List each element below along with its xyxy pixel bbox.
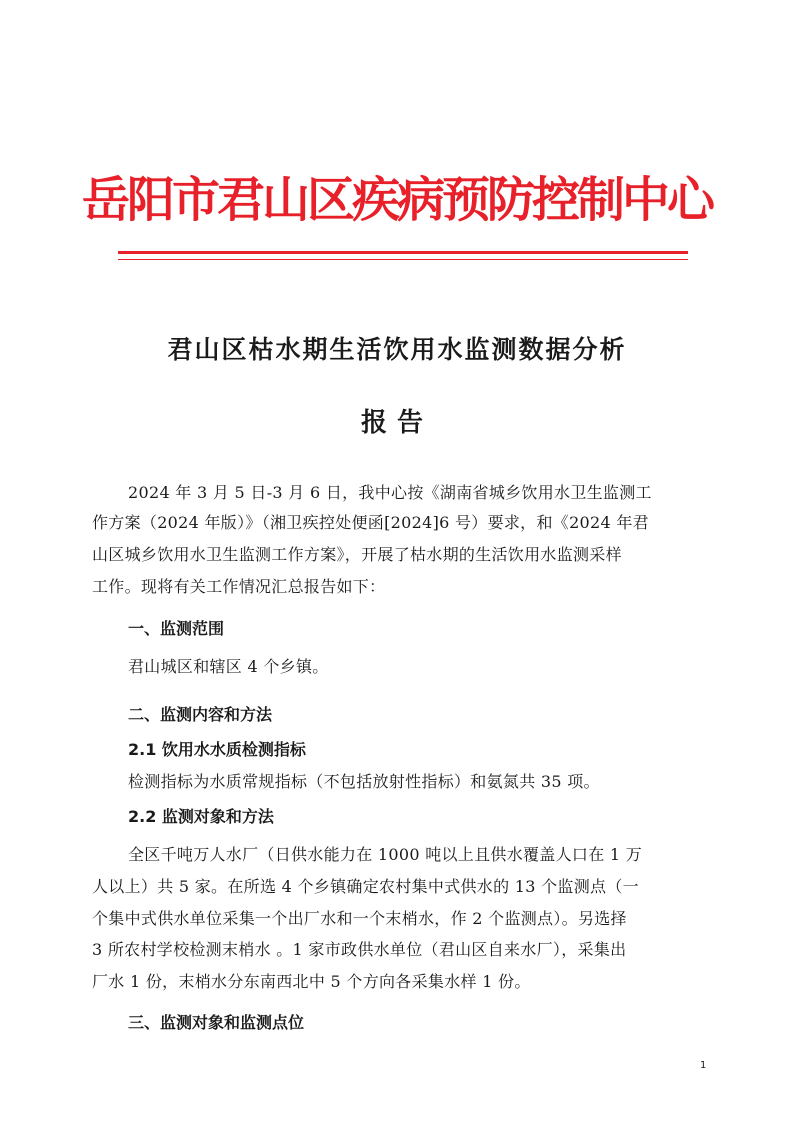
- section-2-2-line-4: 3 所农村学校检测末梢水 。1 家市政供水单位（君山区自来水厂），采集出: [92, 940, 627, 959]
- section-2-2-line-3: 个集中式供水单位采集一个出厂水和一个末梢水，作 2 个监测点）。另选择: [92, 909, 627, 928]
- section-2-heading: 二、监测内容和方法: [128, 705, 273, 724]
- section-2-2-line-2: 人以上）共 5 家。在所选 4 个乡镇确定农村集中式供水的 13 个监测点（一: [92, 877, 639, 896]
- intro-line-1: 2024 年 3 月 5 日-3 月 6 日，我中心按《湖南省城乡饮用水卫生监测工: [128, 483, 652, 502]
- report-title: 君山区枯水期生活饮用水监测数据分析: [167, 335, 627, 364]
- section-2-2-heading: 2.2 监测对象和方法: [128, 807, 274, 826]
- page-number: 1: [700, 1060, 707, 1071]
- report-title-suffix: 报告: [360, 408, 433, 438]
- section-2-2-line-1: 全区千吨万人水厂（日供水能力在 1000 吨以上且供水覆盖人口在 1 万: [128, 845, 643, 864]
- section-2-2-line-5: 厂水 1 份，末梢水分东南西北中 5 个方向各采集水样 1 份。: [92, 972, 531, 991]
- intro-line-4: 工作。现将有关工作情况汇总报告如下：: [92, 577, 386, 596]
- section-2-1-text: 检测指标为水质常规指标（不包括放射性指标）和氨氮共 35 项。: [128, 772, 600, 791]
- letterhead-divider-thick: [118, 251, 688, 254]
- section-3-heading: 三、监测对象和监测点位: [128, 1013, 305, 1032]
- letterhead-org-name: 岳阳市君山区疾病预防控制中心: [81, 172, 712, 228]
- section-1-text: 君山城区和辖区 4 个乡镇。: [128, 657, 329, 676]
- intro-line-2: 作方案（2024 年版）》（湘卫疾控处便函[2024]6 号）要求，和《2024 年君: [92, 513, 649, 532]
- letterhead-divider-thin: [118, 259, 688, 260]
- section-2-1-heading: 2.1 饮用水水质检测指标: [128, 740, 306, 759]
- section-1-heading: 一、监测范围: [128, 619, 225, 638]
- intro-line-3: 山区城乡饮用水卫生监测工作方案》，开展了枯水期的生活饮用水监测采样: [92, 545, 622, 564]
